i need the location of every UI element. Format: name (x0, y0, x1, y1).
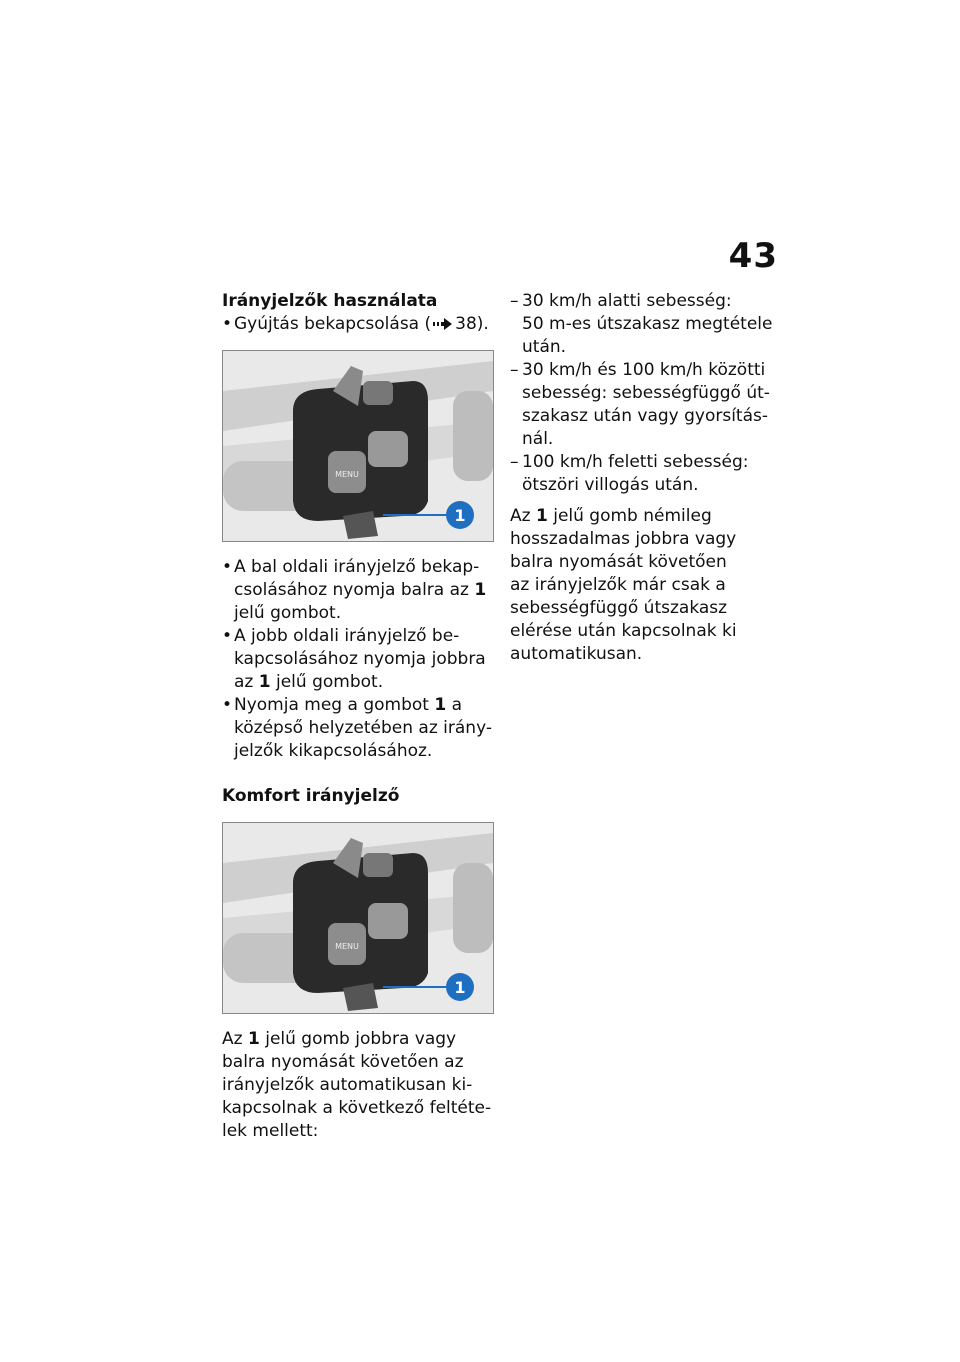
svg-text:MENU: MENU (335, 470, 359, 479)
arrow-reference-icon (433, 318, 453, 330)
bullet-left-signal-text: A bal oldali irányjelző bekap- csolásához nyomja balra az 1 jelű gombot. (234, 557, 487, 623)
section-title-turn-signals: Irányjelzők használata (222, 291, 438, 311)
bullet-icon: • (222, 626, 233, 646)
right-column (510, 290, 790, 666)
left-column (222, 290, 494, 1143)
bullet-left-signal (222, 556, 494, 625)
figure1-callout: 1 (454, 506, 466, 525)
bullet-signal-off-text: Nyomja meg a gombot 1 a középső helyzetében az irány- jelzők kikapcsolásához. (234, 695, 492, 761)
bullet-right-signal (222, 625, 494, 694)
svg-text:MENU: MENU (335, 942, 359, 951)
long-press-paragraph: Az 1 jelű gomb némileg hosszadalmas jobbra vagy balra nyomását követően az irányjelzők már csak a sebességfüggő útszakasz elérése után kapcsolnak ki automatikusan. (510, 506, 737, 664)
figure2-callout: 1 (454, 978, 466, 997)
bullet-icon: • (222, 314, 233, 334)
prerequisite-text: Gyújtás bekapcsolása ( 38). (234, 314, 489, 334)
bullet-right-signal-text: A jobb oldali irányjelző be- kapcsolásához nyomja jobbra az 1 jelű gombot. (234, 626, 486, 692)
bullet-signal-off (222, 694, 494, 763)
comfort-signal-paragraph: Az 1 jelű gomb jobbra vagy balra nyomását követően az irányjelzők automatikusan ki- kapcsolnak a következő feltéte- lek mellett: (222, 1029, 492, 1141)
page-number: 43 (728, 236, 778, 276)
figure-handlebar-switch-1 (222, 350, 494, 542)
condition-item: – 30 km/h és 100 km/h közötti sebesség: sebességfüggő út- szakasz után vagy gyorsítás- nál. (510, 360, 770, 449)
condition-item: – 100 km/h feletti sebesség: ötszöri villogás után. (510, 452, 749, 495)
prerequisite-line (222, 313, 494, 336)
section-title-comfort-signal: Komfort irányjelző (222, 786, 400, 806)
figure-handlebar-switch-2 (222, 822, 494, 1014)
bullet-icon: • (222, 557, 233, 577)
condition-item: – 30 km/h alatti sebesség: 50 m-es útszakasz megtétele után. (510, 291, 773, 357)
bullet-icon: • (222, 695, 233, 715)
